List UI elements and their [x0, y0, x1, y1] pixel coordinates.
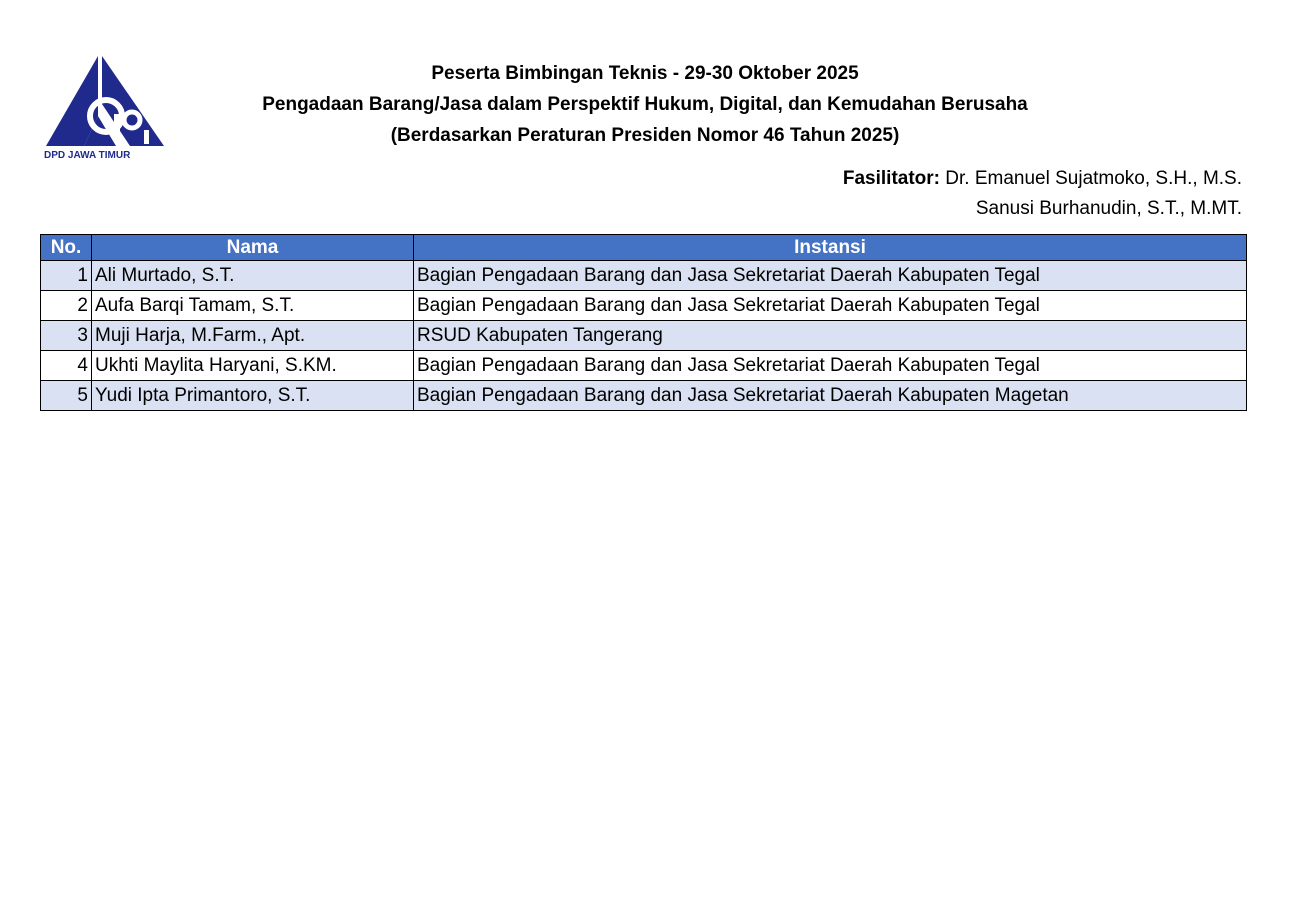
facilitator-line-1 — [843, 164, 1242, 194]
cell-no: 2 — [41, 291, 92, 321]
column-header-no: No. — [41, 235, 92, 261]
cell-no: 4 — [41, 351, 92, 381]
cell-instansi: Bagian Pengadaan Barang dan Jasa Sekretariat Daerah Kabupaten Tegal — [414, 261, 1247, 291]
title-line-1: Peserta Bimbingan Teknis - 29-30 Oktober 2025 — [431, 63, 859, 84]
title-line-3: (Berdasarkan Peraturan Presiden Nomor 46 Tahun 2025) — [390, 125, 900, 146]
cell-nama: Ukhti Maylita Haryani, S.KM. — [92, 351, 414, 381]
cell-nama: Ali Murtado, S.T. — [92, 261, 414, 291]
participant-table — [40, 234, 1247, 411]
facilitator-name-2: Sanusi Burhanudin, S.T., M.MT. — [975, 198, 1242, 219]
cell-instansi: Bagian Pengadaan Barang dan Jasa Sekretariat Daerah Kabupaten Magetan — [414, 381, 1247, 411]
facilitator-label: Fasilitator: — [842, 168, 940, 189]
table-row — [41, 381, 1247, 411]
table-row — [41, 291, 1247, 321]
cell-no: 3 — [41, 321, 92, 351]
column-header-instansi: Instansi — [414, 235, 1247, 261]
cell-instansi: Bagian Pengadaan Barang dan Jasa Sekretariat Daerah Kabupaten Tegal — [414, 291, 1247, 321]
logo-caption: DPD JAWA TIMUR — [44, 150, 131, 161]
table-row — [41, 261, 1247, 291]
cell-no: 1 — [41, 261, 92, 291]
title-line-2: Pengadaan Barang/Jasa dalam Perspektif Hukum, Digital, dan Kemudahan Berusaha — [262, 94, 1028, 115]
table-row — [41, 321, 1247, 351]
cell-nama: Yudi Ipta Primantoro, S.T. — [92, 381, 414, 411]
cell-instansi: Bagian Pengadaan Barang dan Jasa Sekretariat Daerah Kabupaten Tegal — [414, 351, 1247, 381]
facilitator-name-1: Dr. Emanuel Sujatmoko, S.H., M.S. — [945, 168, 1242, 189]
cell-instansi: RSUD Kabupaten Tangerang — [414, 321, 1247, 351]
document-title-block — [0, 58, 1290, 151]
cell-no: 5 — [41, 381, 92, 411]
table-header-row — [41, 235, 1247, 261]
table-row — [41, 351, 1247, 381]
cell-nama: Muji Harja, M.Farm., Apt. — [92, 321, 414, 351]
cell-nama: Aufa Barqi Tamam, S.T. — [92, 291, 414, 321]
facilitator-block — [843, 164, 1242, 224]
column-header-nama: Nama — [92, 235, 414, 261]
